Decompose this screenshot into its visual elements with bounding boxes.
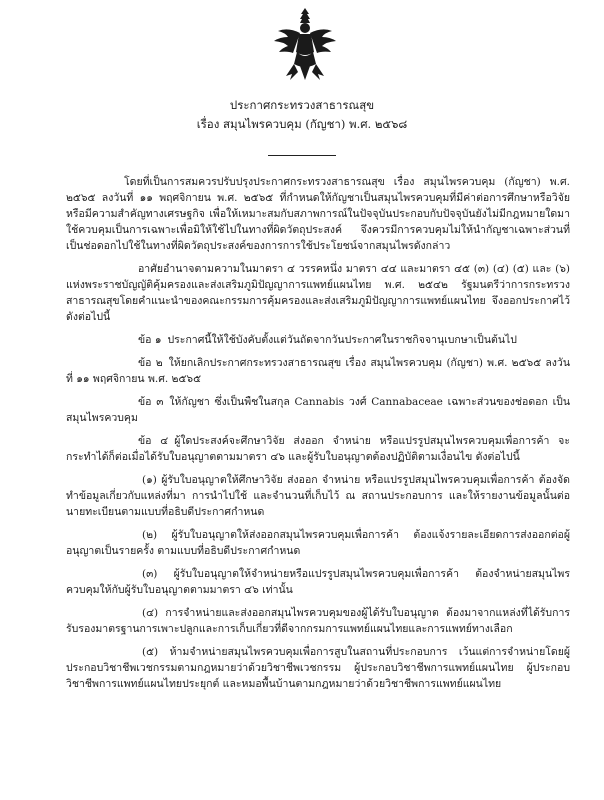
clause-3 <box>66 394 570 426</box>
sub-item-3: (๓) ผู้รับใบอนุญาตให้จำหน่ายหรือแปรรูปสมุนไพรควบคุมเพื่อการค้า ต้องจำหน่ายสมุนไพรควบคุมให้กับผู้รับใบอนุญาตตามมาตรา ๔๖ เท่านั้น <box>66 568 570 596</box>
clause-2 <box>66 355 570 387</box>
clause-label: ข้อ ๒ <box>138 357 163 369</box>
document-body <box>66 174 570 699</box>
document-title: ประกาศกระทรวงสาธารณสุข <box>229 98 375 112</box>
clause-label: ข้อ ๔ <box>138 435 169 447</box>
header-divider <box>268 155 336 156</box>
sub-item-5: (๕) ห้ามจำหน่ายสมุนไพรควบคุมเพื่อการสูบในสถานที่ประกอบการ เว้นแต่การจำหน่ายโดยผู้ประกอบวิชาชีพเวชกรรมตามกฎหมายว่าด้วยวิชาชีพเวชกรรม ผู้ประกอบวิชาชีพการแพทย์แผนไทย ผู้ประกอบวิชาชีพการแพทย์แผนไทยประยุกต์ และหมอพื้นบ้านตามกฎหมายว่าด้วยวิชาชีพการแพทย์แผนไทย <box>66 646 570 690</box>
clause-label: ข้อ ๓ <box>138 396 164 408</box>
sub-item-2: (๒) ผู้รับใบอนุญาตให้ส่งออกสมุนไพรควบคุมเพื่อการค้า ต้องแจ้งรายละเอียดการส่งออกต่อผู้อนุญาตเป็นรายครั้ง ตามแบบที่อธิบดีประกาศกำหนด <box>66 529 570 557</box>
document-subject: เรื่อง สมุนไพรควบคุม (กัญชา) พ.ศ. ๒๕๖๘ <box>196 117 408 131</box>
clause-text: ผู้ใดประสงค์จะศึกษาวิจัย ส่งออก จำหน่าย หรือแปรรูปสมุนไพรควบคุมเพื่อการค้า จะกระทำได้ก็ต่อเมื่อได้รับใบอนุญาตตามมาตรา ๔๖ และผู้รับใบอนุญาตต้องปฏิบัติตามเงื่อนไข ดังต่อไปนี้ <box>66 435 570 463</box>
preamble-paragraph: โดยที่เป็นการสมควรปรับปรุงประกาศกระทรวงสาธารณสุข เรื่อง สมุนไพรควบคุม (กัญชา) พ.ศ. ๒๕๖๕ ลงวันที่ ๑๑ พฤศจิกายน พ.ศ. ๒๕๖๕ ที่กำหนดให้กัญชาเป็นสมุนไพรควบคุมที่มีค่าต่อการศึกษาหรือวิจัย หรือมีความสำคัญทางเศรษฐกิจ เพื่อให้เหมาะสมกับสภาพการณ์ในปัจจุบันประกอบกับปัจจุบันยังไม่มีกฎหมายใดมาใช้ควบคุมเป็นการเฉพาะเพื่อมิให้ใช้ไปในทางที่ผิดวัตถุประสงค์ จึงควรมีการควบคุมไม่ให้นำกัญชาเฉพาะส่วนที่เป็นช่อดอกไปใช้ในทางที่ผิดวัตถุประสงค์ของการการใช้ประโยชน์จากสมุนไพรดังกล่าว <box>66 176 570 252</box>
clause-4 <box>66 433 570 465</box>
sub-item-1: (๑) ผู้รับใบอนุญาตให้ศึกษาวิจัย ส่งออก จำหน่าย หรือแปรรูปสมุนไพรควบคุมเพื่อการค้า ต้องจัดทำข้อมูลเกี่ยวกับแหล่งที่มา การนำไปใช้ และจำนวนที่เก็บไว้ ณ สถานประกอบการ และให้รายงานข้อมูลนั้นต่อนายทะเบียนตามแบบที่อธิบดีประกาศกำหนด <box>66 474 570 518</box>
clause-text: ประกาศนี้ให้ใช้บังคับตั้งแต่วันถัดจากวันประกาศในราชกิจจานุเบกษาเป็นต้นไป <box>167 334 517 346</box>
sub-item-4: (๔) การจำหน่ายและส่งออกสมุนไพรควบคุมของผู้ได้รับใบอนุญาต ต้องมาจากแหล่งที่ได้รับการรับรองมาตรฐานการเพาะปลูกและการเก็บเกี่ยวที่ดีจากกรมการแพทย์แผนไทยและการแพทย์ทางเลือก <box>66 607 570 635</box>
clause-text: ให้กัญชา ซึ่งเป็นพืชในสกุล Cannabis วงศ์ Cannabaceae เฉพาะส่วนของช่อดอก เป็นสมุนไพรควบคุม <box>66 396 571 424</box>
authority-paragraph: อาศัยอำนาจตามความในมาตรา ๔ วรรคหนึ่ง มาตรา ๔๔ และมาตรา ๔๕ (๓) (๔) (๕) และ (๖) แห่งพระราชบัญญัติคุ้มครองและส่งเสริมภูมิปัญญาการแพทย์แผนไทย พ.ศ. ๒๕๔๒ รัฐมนตรีว่าการกระทรวงสาธารณสุขโดยคำแนะนำของคณะกรรมการคุ้มครองและส่งเสริมภูมิปัญญาการแพทย์แผนไทย จึงออกประกาศไว้ดังต่อไปนี้ <box>66 263 570 323</box>
clause-text: ให้ยกเลิกประกาศกระทรวงสาธารณสุข เรื่อง สมุนไพรควบคุม (กัญชา) พ.ศ. ๒๕๖๕ ลงวันที่ ๑๑ พฤศจิกายน พ.ศ. ๒๕๖๕ <box>66 357 571 385</box>
clause-1 <box>66 332 570 348</box>
garuda-emblem-icon <box>270 4 340 84</box>
clause-label: ข้อ ๑ <box>138 334 162 346</box>
